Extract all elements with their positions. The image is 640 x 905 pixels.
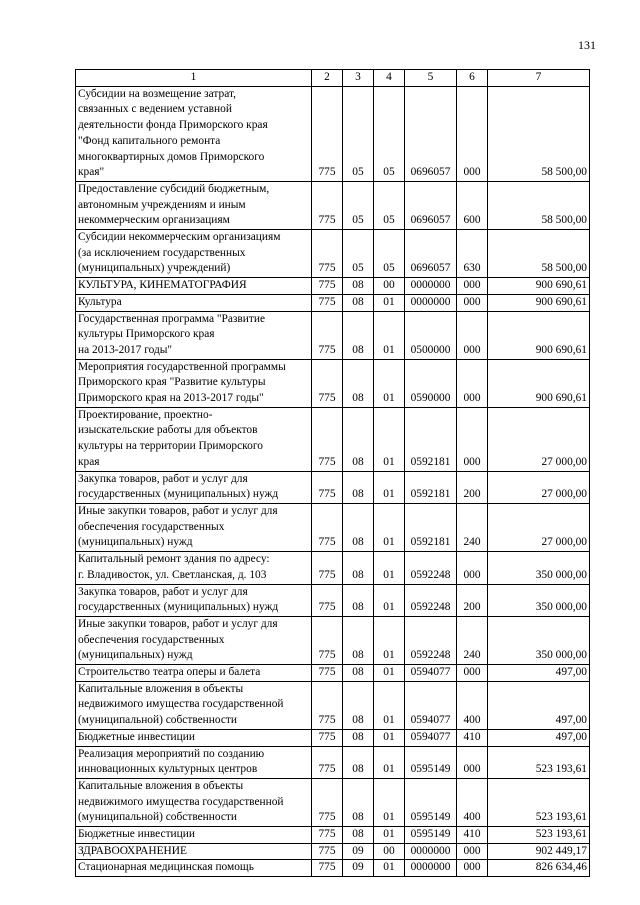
row-section: 08 — [343, 681, 374, 729]
row-target-article: 0696057 — [405, 181, 457, 229]
row-amount: 900 690,61 — [488, 294, 590, 311]
row-amount: 523 193,61 — [488, 827, 590, 844]
row-admin-code: 775 — [312, 681, 343, 729]
row-subsection: 05 — [374, 230, 405, 278]
row-target-article: 0000000 — [405, 278, 457, 295]
row-amount: 58 500,00 — [488, 230, 590, 278]
row-section: 08 — [343, 294, 374, 311]
row-name-line: недвижимого имущества государственной — [78, 698, 284, 711]
budget-table — [75, 69, 590, 877]
row-expense-type: 400 — [457, 778, 488, 826]
row-name-line: недвижимого имущества государственной — [78, 795, 284, 808]
row-name-line: Реализация мероприятий по созданию — [78, 747, 265, 760]
row-amount: 497,00 — [488, 681, 590, 729]
row-name-line: Приморского края "Развитие культуры — [78, 376, 266, 389]
row-amount: 900 690,61 — [488, 278, 590, 295]
row-name-line: Приморского края на 2013-2017 годы" — [78, 392, 264, 405]
row-target-article: 0500000 — [405, 311, 457, 359]
table-row — [76, 843, 590, 860]
table-row — [76, 552, 590, 584]
row-subsection: 01 — [374, 681, 405, 729]
row-amount: 523 193,61 — [488, 778, 590, 826]
row-admin-code: 775 — [312, 278, 343, 295]
row-section: 08 — [343, 552, 374, 584]
row-expense-type: 000 — [457, 359, 488, 407]
row-amount: 27 000,00 — [488, 503, 590, 551]
row-subsection: 01 — [374, 407, 405, 471]
row-subsection: 01 — [374, 503, 405, 551]
table-row — [76, 827, 590, 844]
row-subsection: 00 — [374, 843, 405, 860]
row-section: 08 — [343, 827, 374, 844]
row-admin-code: 775 — [312, 407, 343, 471]
row-name-line: деятельности фонда Приморского края — [78, 119, 268, 132]
row-target-article: 0590000 — [405, 359, 457, 407]
row-admin-code: 775 — [312, 294, 343, 311]
table-row — [76, 860, 590, 877]
row-expense-type: 000 — [457, 843, 488, 860]
row-section: 08 — [343, 584, 374, 616]
row-amount: 900 690,61 — [488, 311, 590, 359]
row-section: 08 — [343, 503, 374, 551]
header-col-4: 4 — [374, 70, 405, 87]
row-subsection: 00 — [374, 278, 405, 295]
table-row — [76, 471, 590, 503]
row-admin-code: 775 — [312, 86, 343, 181]
row-name-line: на 2013-2017 годы" — [78, 343, 173, 356]
row-section: 08 — [343, 778, 374, 826]
row-name-line: Закупка товаров, работ и услуг для — [78, 472, 248, 485]
row-name — [76, 311, 312, 359]
row-admin-code: 775 — [312, 584, 343, 616]
row-name-line: государственных (муниципальных) нужд — [78, 488, 279, 501]
table-row — [76, 746, 590, 778]
row-name — [76, 827, 312, 844]
row-section: 08 — [343, 278, 374, 295]
row-name-line: инновационных культурных центров — [78, 763, 258, 776]
row-subsection: 01 — [374, 665, 405, 682]
row-admin-code: 775 — [312, 471, 343, 503]
row-name-line: (муниципальной) собственности — [78, 811, 237, 824]
row-expense-type: 630 — [457, 230, 488, 278]
row-name-line: Субсидии некоммерческим организациям — [78, 231, 281, 244]
header-col-1: 1 — [76, 70, 312, 87]
row-name-line: изыскательские работы для объектов — [78, 424, 258, 437]
row-expense-type: 000 — [457, 552, 488, 584]
row-name-line: Иные закупки товаров, работ и услуг для — [78, 504, 278, 517]
table-row — [76, 503, 590, 551]
header-col-7: 7 — [488, 70, 590, 87]
table-row — [76, 294, 590, 311]
table-row — [76, 407, 590, 471]
row-subsection: 01 — [374, 729, 405, 746]
table-body — [76, 86, 590, 876]
table-row — [76, 230, 590, 278]
row-name-line: многоквартирных домов Приморского — [78, 150, 265, 163]
row-name — [76, 181, 312, 229]
row-subsection: 01 — [374, 778, 405, 826]
row-name — [76, 552, 312, 584]
row-name-line: Закупка товаров, работ и услуг для — [78, 585, 248, 598]
row-name-line: Культура — [78, 295, 122, 308]
row-name-line: Бюджетные инвестиции — [78, 730, 195, 743]
table-row — [76, 681, 590, 729]
row-target-article: 0594077 — [405, 729, 457, 746]
table-row — [76, 86, 590, 181]
row-name — [76, 778, 312, 826]
row-section: 08 — [343, 471, 374, 503]
row-target-article: 0594077 — [405, 681, 457, 729]
table-row — [76, 616, 590, 664]
row-name-line: Государственная программа "Развитие — [78, 312, 266, 325]
row-amount: 350 000,00 — [488, 616, 590, 664]
row-amount: 900 690,61 — [488, 359, 590, 407]
row-admin-code: 775 — [312, 552, 343, 584]
row-target-article: 0592248 — [405, 552, 457, 584]
row-name — [76, 843, 312, 860]
row-name-line: Субсидии на возмещение затрат, — [78, 87, 236, 100]
row-name-line: Строительство театра оперы и балета — [78, 666, 261, 679]
row-admin-code: 775 — [312, 827, 343, 844]
header-col-2: 2 — [312, 70, 343, 87]
row-amount: 27 000,00 — [488, 407, 590, 471]
row-subsection: 01 — [374, 746, 405, 778]
header-col-3: 3 — [343, 70, 374, 87]
row-admin-code: 775 — [312, 746, 343, 778]
row-target-article: 0000000 — [405, 860, 457, 877]
row-name-line: Проектирование, проектно- — [78, 408, 213, 421]
row-name — [76, 746, 312, 778]
row-name — [76, 359, 312, 407]
row-target-article: 0000000 — [405, 843, 457, 860]
row-expense-type: 200 — [457, 584, 488, 616]
table-row — [76, 181, 590, 229]
row-amount: 902 449,17 — [488, 843, 590, 860]
page-number: 131 — [578, 38, 596, 52]
row-admin-code: 775 — [312, 503, 343, 551]
row-subsection: 01 — [374, 359, 405, 407]
table-row — [76, 311, 590, 359]
row-target-article: 0592181 — [405, 407, 457, 471]
row-name-line: края — [78, 455, 100, 468]
row-admin-code: 775 — [312, 860, 343, 877]
row-expense-type: 000 — [457, 407, 488, 471]
header-col-6: 6 — [457, 70, 488, 87]
row-name-line: Бюджетные инвестиции — [78, 828, 195, 841]
row-subsection: 01 — [374, 311, 405, 359]
row-admin-code: 775 — [312, 843, 343, 860]
row-target-article: 0696057 — [405, 230, 457, 278]
row-admin-code: 775 — [312, 778, 343, 826]
row-subsection: 01 — [374, 552, 405, 584]
row-name-line: КУЛЬТУРА, КИНЕМАТОГРАФИЯ — [78, 279, 247, 292]
row-name — [76, 729, 312, 746]
row-name — [76, 503, 312, 551]
row-name-line: (муниципальной) собственности — [78, 714, 237, 727]
row-name-line: культуры на территории Приморского — [78, 440, 263, 453]
row-target-article: 0592248 — [405, 616, 457, 664]
row-target-article: 0592181 — [405, 503, 457, 551]
row-name — [76, 471, 312, 503]
row-section: 05 — [343, 230, 374, 278]
row-section: 05 — [343, 181, 374, 229]
row-expense-type: 000 — [457, 86, 488, 181]
row-name-line: Мероприятия государственной программы — [78, 360, 286, 373]
row-section: 08 — [343, 359, 374, 407]
row-target-article: 0595149 — [405, 746, 457, 778]
row-subsection: 01 — [374, 616, 405, 664]
row-name — [76, 665, 312, 682]
row-section: 08 — [343, 746, 374, 778]
row-amount: 58 500,00 — [488, 181, 590, 229]
row-name-line: (муниципальных) нужд — [78, 649, 193, 662]
row-name-line: ЗДРАВООХРАНЕНИЕ — [78, 844, 187, 857]
row-amount: 826 634,46 — [488, 860, 590, 877]
row-name-line: обеспечения государственных — [78, 520, 225, 533]
row-section: 09 — [343, 843, 374, 860]
row-subsection: 05 — [374, 181, 405, 229]
row-amount: 497,00 — [488, 729, 590, 746]
row-name — [76, 278, 312, 295]
row-amount: 497,00 — [488, 665, 590, 682]
row-expense-type: 240 — [457, 503, 488, 551]
row-name-line: (за исключением государственных — [78, 246, 246, 259]
row-expense-type: 000 — [457, 278, 488, 295]
row-name-line: связанных с ведением уставной — [78, 103, 232, 116]
row-name — [76, 681, 312, 729]
header-row — [76, 70, 590, 87]
row-admin-code: 775 — [312, 230, 343, 278]
row-subsection: 01 — [374, 827, 405, 844]
row-name — [76, 584, 312, 616]
row-name — [76, 294, 312, 311]
row-expense-type: 410 — [457, 827, 488, 844]
row-admin-code: 775 — [312, 311, 343, 359]
row-admin-code: 775 — [312, 729, 343, 746]
row-name — [76, 230, 312, 278]
row-subsection: 01 — [374, 471, 405, 503]
row-admin-code: 775 — [312, 616, 343, 664]
row-section: 08 — [343, 616, 374, 664]
row-target-article: 0592181 — [405, 471, 457, 503]
table-row — [76, 665, 590, 682]
row-name-line: Стационарная медицинская помощь — [78, 861, 254, 874]
row-name-line: Капитальные вложения в объекты — [78, 682, 244, 695]
row-expense-type: 240 — [457, 616, 488, 664]
row-expense-type: 000 — [457, 294, 488, 311]
table-row — [76, 278, 590, 295]
row-expense-type: 000 — [457, 860, 488, 877]
row-name-line: "Фонд капитального ремонта — [78, 134, 221, 147]
row-name — [76, 616, 312, 664]
row-name — [76, 860, 312, 877]
row-target-article: 0594077 — [405, 665, 457, 682]
row-section: 08 — [343, 311, 374, 359]
row-target-article: 0595149 — [405, 778, 457, 826]
row-amount: 58 500,00 — [488, 86, 590, 181]
row-name — [76, 86, 312, 181]
row-expense-type: 410 — [457, 729, 488, 746]
row-expense-type: 600 — [457, 181, 488, 229]
row-amount: 350 000,00 — [488, 552, 590, 584]
table-row — [76, 778, 590, 826]
row-name-line: Предоставление субсидий бюджетным, — [78, 182, 270, 195]
row-admin-code: 775 — [312, 181, 343, 229]
row-name-line: края" — [78, 166, 105, 179]
row-name-line: Капитальный ремонт здания по адресу: — [78, 553, 270, 566]
row-name-line: культуры Приморского края — [78, 328, 215, 341]
row-subsection: 05 — [374, 86, 405, 181]
row-target-article: 0000000 — [405, 294, 457, 311]
row-section: 05 — [343, 86, 374, 181]
row-name — [76, 407, 312, 471]
row-name-line: г. Владивосток, ул. Светланская, д. 103 — [78, 568, 267, 581]
row-amount: 27 000,00 — [488, 471, 590, 503]
row-name-line: Капитальные вложения в объекты — [78, 779, 244, 792]
row-expense-type: 000 — [457, 311, 488, 359]
row-subsection: 01 — [374, 294, 405, 311]
row-admin-code: 775 — [312, 359, 343, 407]
row-target-article: 0592248 — [405, 584, 457, 616]
row-section: 08 — [343, 729, 374, 746]
row-name-line: обеспечения государственных — [78, 633, 225, 646]
row-section: 08 — [343, 407, 374, 471]
table-row — [76, 729, 590, 746]
row-name-line: (муниципальных) учреждений) — [78, 262, 231, 275]
row-name-line: некоммерческим организациям — [78, 214, 230, 227]
row-subsection: 01 — [374, 860, 405, 877]
row-section: 08 — [343, 665, 374, 682]
row-subsection: 01 — [374, 584, 405, 616]
row-amount: 523 193,61 — [488, 746, 590, 778]
row-target-article: 0595149 — [405, 827, 457, 844]
row-amount: 350 000,00 — [488, 584, 590, 616]
row-name-line: Иные закупки товаров, работ и услуг для — [78, 617, 278, 630]
row-expense-type: 000 — [457, 746, 488, 778]
header-col-5: 5 — [405, 70, 457, 87]
row-name-line: автономным учреждениям и иным — [78, 198, 246, 211]
row-expense-type: 200 — [457, 471, 488, 503]
row-admin-code: 775 — [312, 665, 343, 682]
row-target-article: 0696057 — [405, 86, 457, 181]
row-name-line: (муниципальных) нужд — [78, 536, 193, 549]
row-expense-type: 400 — [457, 681, 488, 729]
table-row — [76, 584, 590, 616]
row-expense-type: 000 — [457, 665, 488, 682]
row-name-line: государственных (муниципальных) нужд — [78, 601, 279, 614]
row-section: 09 — [343, 860, 374, 877]
table-row — [76, 359, 590, 407]
